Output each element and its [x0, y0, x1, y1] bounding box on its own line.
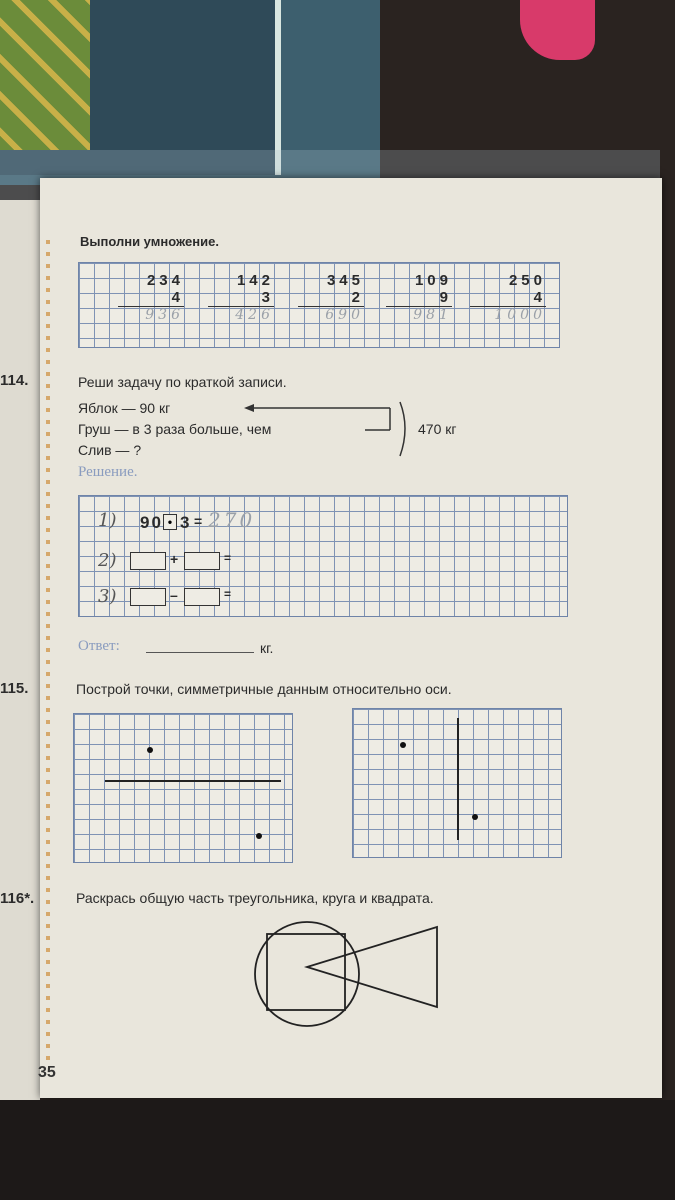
mult-top: 234: [146, 272, 184, 289]
solution-label: Решение.: [78, 464, 138, 480]
desk-bottom: [0, 1100, 675, 1200]
point-a: [147, 747, 153, 753]
point-b: [256, 833, 262, 839]
mult-result: 936: [145, 307, 184, 323]
task-114-line-pears: Груш — в 3 раза больше, чем: [78, 421, 272, 437]
step-3-box-a[interactable]: [130, 588, 166, 606]
task-115-title: Построй точки, симметричные данным относительно оси.: [76, 681, 452, 697]
step-1-number: 1): [98, 510, 117, 531]
triangle-shape: [307, 927, 437, 1007]
task-114-line-plums: Слив — ?: [78, 442, 142, 458]
step-3-operator: –: [170, 587, 178, 603]
pink-object: [520, 0, 595, 60]
mult-top: 142: [236, 272, 274, 289]
step-1-operand-a: 90: [140, 513, 163, 532]
mult-top: 345: [326, 272, 364, 289]
task-114-number: 114.: [0, 372, 29, 389]
answer-unit: кг.: [260, 640, 274, 656]
mult-multiplier: 9: [439, 289, 452, 306]
step-1-operand-b: 3: [180, 513, 190, 532]
mult-column: [382, 272, 452, 323]
mult-column: [204, 272, 274, 323]
task-114-line-apples: Яблок — 90 кг: [78, 400, 171, 416]
step-2-number: 2): [98, 550, 117, 571]
step-2-operator: +: [170, 551, 179, 567]
floral-cover: [0, 0, 90, 150]
task-114-total: 470 кг: [418, 421, 457, 437]
multiplication-row: [100, 272, 560, 342]
step-1-answer: 270: [208, 508, 256, 532]
task-114-title: Реши задачу по краткой записи.: [78, 374, 287, 390]
square-shape: [267, 934, 345, 1010]
mult-column: [114, 272, 184, 323]
mult-result: 1000: [494, 307, 546, 323]
task-114-brackets: [240, 398, 420, 460]
step-2-box-a[interactable]: [130, 552, 166, 570]
mult-result: 981: [413, 307, 452, 323]
mult-multiplier: 4: [533, 289, 546, 306]
task-115-number: 115.: [0, 680, 29, 697]
mult-result: 690: [325, 307, 364, 323]
mult-column: [294, 272, 364, 323]
mult-multiplier: 3: [261, 289, 274, 306]
mult-multiplier: 4: [171, 289, 184, 306]
margin-dots: [46, 240, 50, 1060]
mult-top: 250: [508, 272, 546, 289]
task-116-number: 116*.: [0, 890, 35, 907]
answer-label: Ответ:: [78, 638, 120, 654]
symmetry-figure-1: [73, 713, 293, 863]
mult-column: [466, 272, 546, 323]
mult-top: 109: [414, 272, 452, 289]
page-number: 35: [38, 1064, 56, 1081]
step-2-box-b[interactable]: [184, 552, 220, 570]
step-1-equals: =: [194, 513, 203, 529]
left-page-edge: [0, 200, 40, 1100]
step-3-equals: =: [224, 587, 232, 601]
point-d: [472, 814, 478, 820]
step-2-equals: =: [224, 551, 232, 565]
point-c: [400, 742, 406, 748]
mult-result: 426: [235, 307, 274, 323]
answer-line[interactable]: [146, 652, 254, 653]
task-116-title: Раскрась общую часть треугольника, круга и квадрата.: [76, 890, 434, 906]
step-3-box-b[interactable]: [184, 588, 220, 606]
shapes-figure: [245, 920, 445, 1030]
symmetry-figure-2: [352, 708, 562, 858]
mult-multiplier: 2: [351, 289, 364, 306]
step-1-operator-box: •: [163, 514, 177, 530]
header-instruction: Выполни умножение.: [80, 234, 219, 249]
step-3-number: 3): [98, 586, 117, 607]
